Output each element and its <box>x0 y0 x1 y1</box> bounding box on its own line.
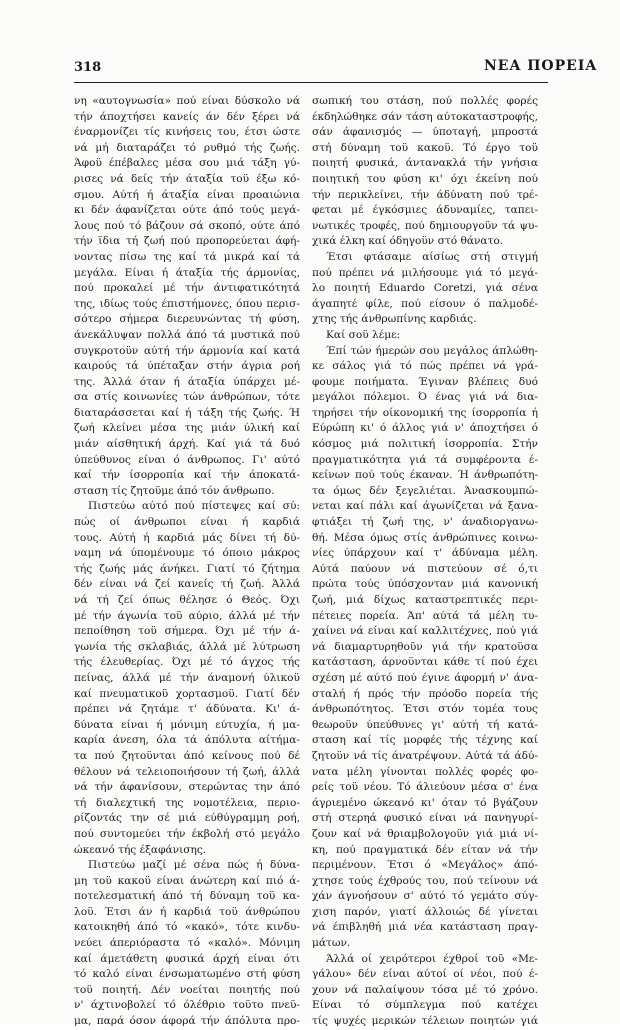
text-line: νά έπιβληθή μιά νέα κατάσταση πραγ- <box>312 921 538 934</box>
text-line: Καί σοϋ λέμε: <box>326 328 401 341</box>
text-line: νά μή διαταράζει τό ρυθμό τής ζωής. <box>74 141 300 154</box>
text-line: μάτων. <box>312 937 351 950</box>
text-line: Πιστεύω αύτό πού πίστεψες καί σύ: <box>88 500 300 513</box>
text-line: νά τή ζεί όπως θέλησε ό Θεός. Όχι <box>74 594 300 606</box>
text-column-right <box>312 94 538 1030</box>
text-line: ύπεύθυνος είναι ό άνθρωπος. Γι' αύτό <box>74 453 300 466</box>
text-line: νατα μέλη γίνονται πολλές φορές φο- <box>312 765 538 778</box>
text-line: τοϋ ποιητή. Δέν νοείται ποιητής πού <box>74 983 300 996</box>
text-line: σωπική του στάση, πού πολλές φορές <box>312 95 538 107</box>
text-line: θή. Μέσα όμως στίς άνθρώπινες κοινω- <box>312 531 538 544</box>
text-line: λους πού τό βάζουν σά σκοπό, ούτε άπό <box>74 219 300 232</box>
text-line: Άφοϋ έπέβαλες μέσα σου μιά τάξη γύ- <box>74 157 300 170</box>
text-line: τήν ϊδια τή ζωή πού προπορεύεται άφή- <box>74 235 300 248</box>
text-line: δύνατα είναι ή μόνιμη εύτυχία, ή μα- <box>74 718 300 731</box>
text-line: χουν νά παλαίψουν τόσα μέ τό χρόνο. <box>312 983 538 996</box>
text-line: κι δέν άφανίζεται ούτε άπό τούς μεγά- <box>74 204 300 217</box>
text-line: σχέση μέ αύτό πού έγινε άφορμή ν' άνα- <box>312 671 538 684</box>
text-line: θέλουν νά τελειοποιήσουν τή ζωή, άλλά <box>74 765 300 778</box>
text-line: Άλλά οί χειρότεροι έχθροί τοϋ «Με- <box>326 952 538 965</box>
text-line: καιρούς τά ύπέταξαν στήν άγρια ροή <box>74 360 300 373</box>
text-line: έκδηλώθηκε σάν τάση αύτοκαταστροφής, <box>312 110 538 123</box>
text-line: συγκροτοϋν αύτή τήν άρμονία καί κατά <box>74 344 300 357</box>
text-line: μα, παρά όσον άφορά τήν άπόλυτα προ- <box>74 1015 300 1028</box>
text-line: πείνας, άλλά μέ τήν άναμονή ύλικοϋ <box>74 671 300 684</box>
text-line: νοντας πίσω της καί τά μικρά καί τά <box>74 250 300 263</box>
text-line: μεγάλοι πόλεμοι. Ό ένας γιά νά δια- <box>312 391 538 404</box>
text-line: τίς ψυχές μερικών τέλειων ποιητών γιά <box>312 1015 538 1028</box>
text-line: της. Άλλά όταν ή άταξία ύπάρχει μέ- <box>74 375 300 388</box>
text-line: κατάσταση, άρνοϋνται κάθε τί πού έχει <box>312 656 538 669</box>
text-line: άνθρωπότητος. Έτσι στόν τομέα τους <box>312 703 538 716</box>
text-line: κη, πού πραγματικά δέν είταν νά τήν <box>312 843 538 856</box>
text-line: έναρμονίζει τίς κινήσεις του, έτσι ώστε <box>74 126 300 139</box>
text-line: σάν άφανισμός — ύποταγή, μπροστά <box>312 126 538 139</box>
text-line: ώκεανό τής έξαφάνισης. <box>74 843 207 856</box>
text-line: λοϋ. Έτσι άν ή καρδιά τοϋ άνθρώπου <box>74 905 300 918</box>
text-line: ρίζοντάς την σέ μιά εύθύγραμμη ροή, <box>74 812 300 825</box>
text-line: χάν άγνοήσουν σ' αύτό τό γεμάτο σύγ- <box>312 890 538 903</box>
text-line: περιμένουν. Έτσι ό «Μεγάλος» άπό- <box>312 859 538 872</box>
text-line: μέ τήν άγωνία τοϋ αύριο, άλλά μέ τήν <box>74 609 300 622</box>
text-line: καί πνευματικοϋ χορτασμοϋ. Γιατί δέν <box>74 687 300 700</box>
text-line: τής έλευθερίας. Όχι μέ τό άγχος τής <box>74 656 300 669</box>
text-line: καί τήν ίσορροπία καί τήν άποκατά- <box>74 469 300 482</box>
text-line: άνεκάλυψαν πολλά άπό τά μυστικά πού <box>74 328 300 341</box>
text-line: φουμε ποιήματα. Έγιναν βλέπεις δυό <box>312 375 538 388</box>
text-line: Είναι τό σύμπλεγμα πού κατέχει <box>312 999 538 1012</box>
text-line: Αύτά παύουν νά πιστεύουν σέ ό,τι <box>312 562 538 575</box>
text-line: ζωή κλείνει μέσα της μιάν ύλική καί <box>74 422 300 435</box>
text-line: ποτελεσματική άπό τή δύναμη τοϋ κα- <box>74 890 300 903</box>
text-line: τα πού ζητοϋνται άπό κείνους πού δέ <box>74 749 300 762</box>
text-line: σα στίς κοινωνίες τών άνθρώπων, τότε <box>74 391 300 404</box>
text-line: άγαπητέ φίλε, πού είσουν ό παλμοδέ- <box>312 297 538 310</box>
text-line: τήν άποχτήσει κανείς άν δέν ξέρει νά <box>74 110 300 123</box>
text-column-left <box>74 94 300 1030</box>
text-line: πού συντομεύει τήν έκβολή στό μεγάλο <box>74 827 300 840</box>
text-line: νωτικές τροφές, πού δημιουργοϋν τά ψυ- <box>312 219 538 232</box>
text-line: πού πρέπει νά μιλήσουμε γιά τό μεγά- <box>312 266 538 279</box>
text-line: πού προκαλεί μέ τήν άντιφατικότητά <box>74 282 300 295</box>
text-line: Έτσι φτάσαμε αίσίως στή στιγμή <box>326 250 538 263</box>
text-line: Εύρώπη κι' ό άλλος γιά ν' άποχτήσει ό <box>312 422 538 435</box>
text-line: ζητοϋν νά τίς άνατρέψουν. Αύτά τά άδύ- <box>312 749 538 762</box>
text-line: ζωή, μιά δίχως καταστρεπτικές περι- <box>312 594 538 606</box>
text-line: κε σάλος γιά τό πώς πρέπει νά γρά- <box>312 360 538 373</box>
text-line: σταλή ή πρός τήν πρόοδο πορεία τής <box>312 687 538 700</box>
text-line: νη «αυτογνωσία» πού είναι δύσκολο νά <box>74 95 300 107</box>
text-line: ρείς τοϋ νέου. Τό άλιεύουν μέσα σ' ένα <box>312 781 538 794</box>
text-line: νά τήν άφανίσουν, στερώντας την άπό <box>74 781 300 794</box>
text-line: κόσμος μιά πολιτική ίσορροπία. Στήν <box>312 438 538 451</box>
text-line: νίες ύπάρχουν καί τ' άδύναμα μέλη. <box>312 547 538 560</box>
text-line: χτησε τούς έχθρούς του, πού τείνουν νά <box>312 874 538 887</box>
text-line: διαταράσσεται καί ή τάξη τής ζωής. Ή <box>74 406 300 419</box>
text-line: χικά έλκη καί όδηγοϋν στό θάνατο. <box>312 235 504 248</box>
text-line: της, ιδίως τούς έπιστήμονες, όπου περισ- <box>74 297 300 310</box>
text-line: σμου. Αύτή ή άταξία είναι προαιώνια <box>74 188 300 201</box>
text-line: μη τοϋ κακοϋ είναι άνώτερη καί πιό ά- <box>74 874 300 887</box>
text-line: φτιάξει τή ζωή της, ν' άναδιοργανω- <box>312 516 538 529</box>
text-line: σταση καί τίς μορφές τής τέχνης καί <box>312 734 538 747</box>
text-line: δέν είναι νά ζεί κανείς τή ζωή. Άλλά <box>74 578 300 591</box>
text-line: τα όμως δέν ξεγελιέται. Άνασκουμπώ- <box>312 484 538 497</box>
text-line: κατοικηθή άπό τό «κακό», τότε κινδυ- <box>74 921 300 934</box>
text-line: πρέπει νά ζητάμε τ' άδύνατα. Κι' ά- <box>74 703 300 716</box>
text-line: χιση παρόν, γιατί άλλοιώς δέ γίνεται <box>312 905 538 918</box>
text-line: καρία άνεση, όλα τά άπόλυτα αίτήμα- <box>74 734 300 747</box>
page-number: 318 <box>74 60 102 75</box>
text-line: άγριεμένο ώκεανό κι' όταν τό βγάζουν <box>312 796 538 809</box>
text-line: τής ζωής μάς άνήκει. Γιατί τό ζήτημα <box>74 562 300 575</box>
text-line: ποιητή φυσικά, άντανακλά τήν γνήσια <box>312 157 538 170</box>
text-line: πέτειες πορεία. Άπ' αύτά τά μέλη τυ- <box>312 609 538 622</box>
text-line: Πιστεύω μαζί μέ σένα πώς ή δύνα- <box>88 859 300 872</box>
text-line: σταση τίς ζητοϋμε άπό τόν άνθρωπο. <box>74 484 275 497</box>
text-line: λο ποιητή Eduardo Coretzi, γιά σένα <box>312 282 538 295</box>
text-line: μιάν αίσθητική άρχή. Καί γιά τά δυό <box>74 438 300 451</box>
text-line: ζουν καί νά θριαμβολογοϋν γιά μιά νί- <box>312 827 538 840</box>
text-line: πεποίθηση τοϋ σήμερα. Όχι μέ τήν ά- <box>74 625 300 638</box>
text-line: θεωροϋν ύπεύθυνες γι' αύτή τή κατά- <box>312 718 538 731</box>
text-line: Έπί τών ήμερών σου μεγάλος άπλώθη- <box>326 344 538 357</box>
text-line: κείνων πού τούς έκαναν. Ή άνθρωπότη- <box>312 469 538 482</box>
text-line: ποιητική του φύση κι' όχι έκείνη πού <box>312 172 538 185</box>
text-line: τή διαλεχτική της νομοτέλεια, περιο- <box>74 796 300 809</box>
text-line: γάλου» δέν είναι αύτοί οί νέοι, πού έ- <box>312 968 538 981</box>
text-line: ν' άχτινοβολεί τό όλέθριο τοϋτο πνεϋ- <box>74 999 300 1012</box>
running-title: ΝΕΑ ΠΟΡΕΙΑ <box>484 58 598 74</box>
text-line: σότερο σήμερα διερευνώντας τή φύση, <box>74 313 300 326</box>
header-rule <box>74 82 548 83</box>
text-line: μεγάλα. Είναι ή άταξία τής άρμονίας, <box>74 266 300 279</box>
text-line: στή στερηά φυσικό είναι νά πανηγυρί- <box>312 812 538 825</box>
text-line: γωνία τής σκλαβιάς, άλλά μέ λύτρωση <box>74 640 300 653</box>
text-line: στή δύναμη τοϋ κακοϋ. Τό έργο τοϋ <box>312 141 538 154</box>
text-line: ναμη νά ύπομένουμε τό όποιο μάκρος <box>74 547 300 560</box>
text-line: χτης τής άνθρωπίνης καρδιάς. <box>312 313 477 326</box>
text-line: τό καλό είναι ένσωματωμένο στή φύση <box>74 968 300 981</box>
text-line: νεται καί πάλι καί άγωνίζεται νά ξανα- <box>312 500 538 513</box>
text-line: χαίνει νά είναι καί καλλιτέχνες, πού γιά <box>312 625 538 638</box>
text-line: τήν περικλείνει, τήν άδύνατη πού τρέ- <box>312 188 538 201</box>
text-line: πραγματικότητα γιά τά συμφέροντα έ- <box>312 453 538 466</box>
text-line: τηρήσει τήν οίκονομική της ίσορροπία ή <box>312 406 538 419</box>
text-line: καί άμετάθετη φυσικά άρχή είναι ότι <box>74 952 300 965</box>
text-line: τους. Αύτή ή καρδιά μάς δίνει τή δύ- <box>74 531 300 544</box>
text-line: νεύει άπεριόραστα τό «καλό». Μόνιμη <box>74 937 300 950</box>
text-line: πώς οί άνθρωποι είναι ή καρδιά <box>74 516 300 529</box>
text-line: φεται μέ έγκόσμιες άδυναμίες, ταπει- <box>312 204 538 217</box>
text-line: πρώτα τούς ύπόσχονταν μιά κανονική <box>312 578 538 591</box>
text-line: ρισες νά δείς τήν άταξία τοϋ έξω κό- <box>74 172 300 185</box>
text-line: νά διαμαρτυρηθοϋν γιά τήν κρατοϋσα <box>312 640 538 653</box>
